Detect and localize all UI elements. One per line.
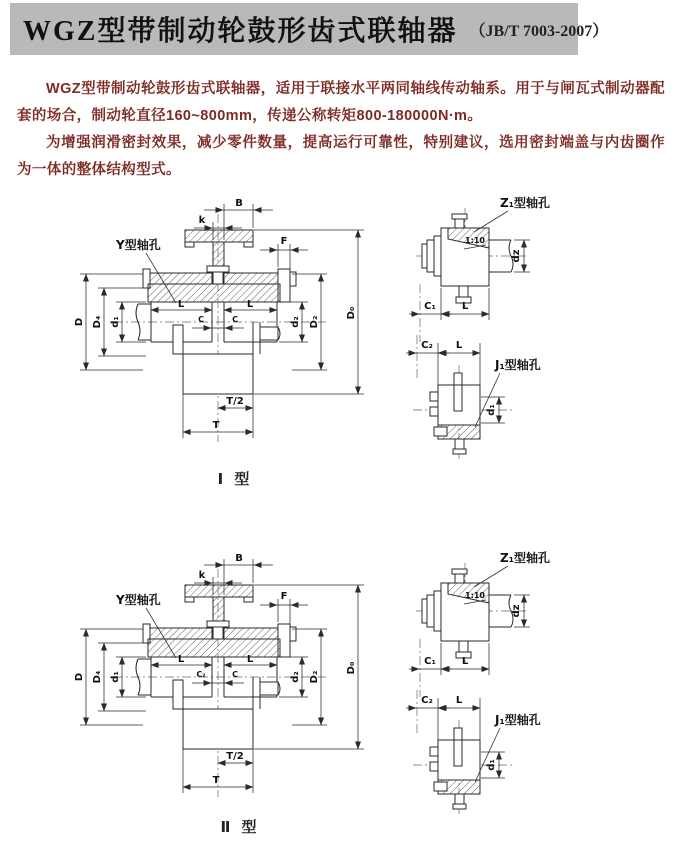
dim-label-C2: C₂ (421, 695, 433, 706)
label-z1-shaft-hole: Z₁型轴孔 (500, 196, 550, 210)
standard-number: （JB/T 7003-2007） (469, 22, 609, 40)
dim-label-d1: d₁ (110, 671, 121, 683)
dim-label-L: L (461, 656, 469, 667)
dim-label-B: B (235, 553, 243, 564)
dim-label-D0: D₀ (346, 661, 357, 675)
label-j1-shaft-hole: J₁型轴孔 (495, 713, 541, 727)
dim-label-L-right: L (246, 299, 254, 310)
dim-label-D4: D₄ (92, 670, 103, 684)
label-y-shaft-hole: Y型轴孔 (116, 238, 161, 252)
dim-label-T-half: T/2 (226, 751, 244, 762)
title-bar (10, 3, 609, 55)
intro-paragraph-2: 为增强润滑密封效果，减少零件数量，提高运行可靠性，特别建议，选用密封端盖与内齿圈作为一体的整体结构型式。 (17, 135, 665, 178)
dim-label-D: D (74, 317, 85, 327)
type1-caption: Ⅰ 型 (217, 470, 253, 488)
dim-label-B: B (235, 198, 243, 209)
dim-label-C1: C₁ (424, 656, 436, 667)
intro-text (17, 76, 665, 184)
dim-label-D2: D₂ (309, 315, 320, 329)
dim-label-d2: d₂ (290, 671, 301, 683)
taper-label: 1:10 (465, 236, 485, 245)
dim-label-T: T (212, 775, 220, 786)
dim-label-D4: D₄ (92, 315, 103, 329)
dim-label-d1: d₁ (110, 316, 121, 328)
dim-label-C-left: C (198, 315, 204, 324)
dim-label-C-right: C (232, 670, 238, 679)
dim-label-D: D (74, 672, 85, 682)
dim-label-T-half: T/2 (226, 396, 244, 407)
type1-main-drawing (58, 182, 398, 492)
dim-label-d2: d₂ (290, 316, 301, 328)
dim-label-L: L (455, 340, 463, 351)
dim-label-L-right: L (246, 654, 254, 665)
label-j1-shaft-hole: J₁型轴孔 (495, 358, 541, 372)
dim-label-d1: d₁ (486, 404, 497, 416)
type2-main-drawing (58, 537, 398, 845)
dim-label-D2: D₂ (309, 670, 320, 684)
dim-label-L-left: L (177, 299, 185, 310)
dim-label-C2-left: C₂ (196, 670, 206, 679)
dim-label-C2: C₂ (421, 340, 433, 351)
dim-label-L: L (461, 301, 469, 312)
dim-label-d1: d₁ (486, 759, 497, 771)
dim-label-dz: dz (511, 249, 522, 263)
type2-j1-hole-drawing (405, 690, 615, 840)
dim-label-k: k (198, 215, 206, 226)
dim-label-k: k (198, 570, 206, 581)
dim-label-L-left: L (177, 654, 185, 665)
type2-caption: Ⅱ 型 (220, 818, 260, 836)
label-y-shaft-hole: Y型轴孔 (116, 593, 161, 607)
label-z1-shaft-hole: Z₁型轴孔 (500, 551, 550, 565)
dim-label-T: T (212, 420, 220, 431)
dim-label-dz: dz (511, 604, 522, 618)
taper-label: 1:10 (465, 591, 485, 600)
dim-label-D0: D₀ (346, 306, 357, 320)
type2-z1-hole-drawing (408, 547, 618, 697)
dim-label-F: F (280, 236, 288, 247)
page-title: WGZ型带制动轮鼓形齿式联轴器 (23, 16, 458, 47)
dim-label-C-right: C (232, 315, 238, 324)
dim-label-F: F (280, 591, 288, 602)
dim-label-L: L (455, 695, 463, 706)
intro-paragraph-1: WGZ型带制动轮鼓形齿式联轴器，适用于联接水平两同轴线传动轴系。用于与闸瓦式制动器配套的场合，制动轮直径160~800mm，传递公称转矩800-180000N·m。 (17, 81, 665, 124)
type1-j1-hole-drawing (405, 335, 615, 485)
type1-z1-hole-drawing (408, 192, 618, 342)
dim-label-C1: C₁ (424, 301, 436, 312)
